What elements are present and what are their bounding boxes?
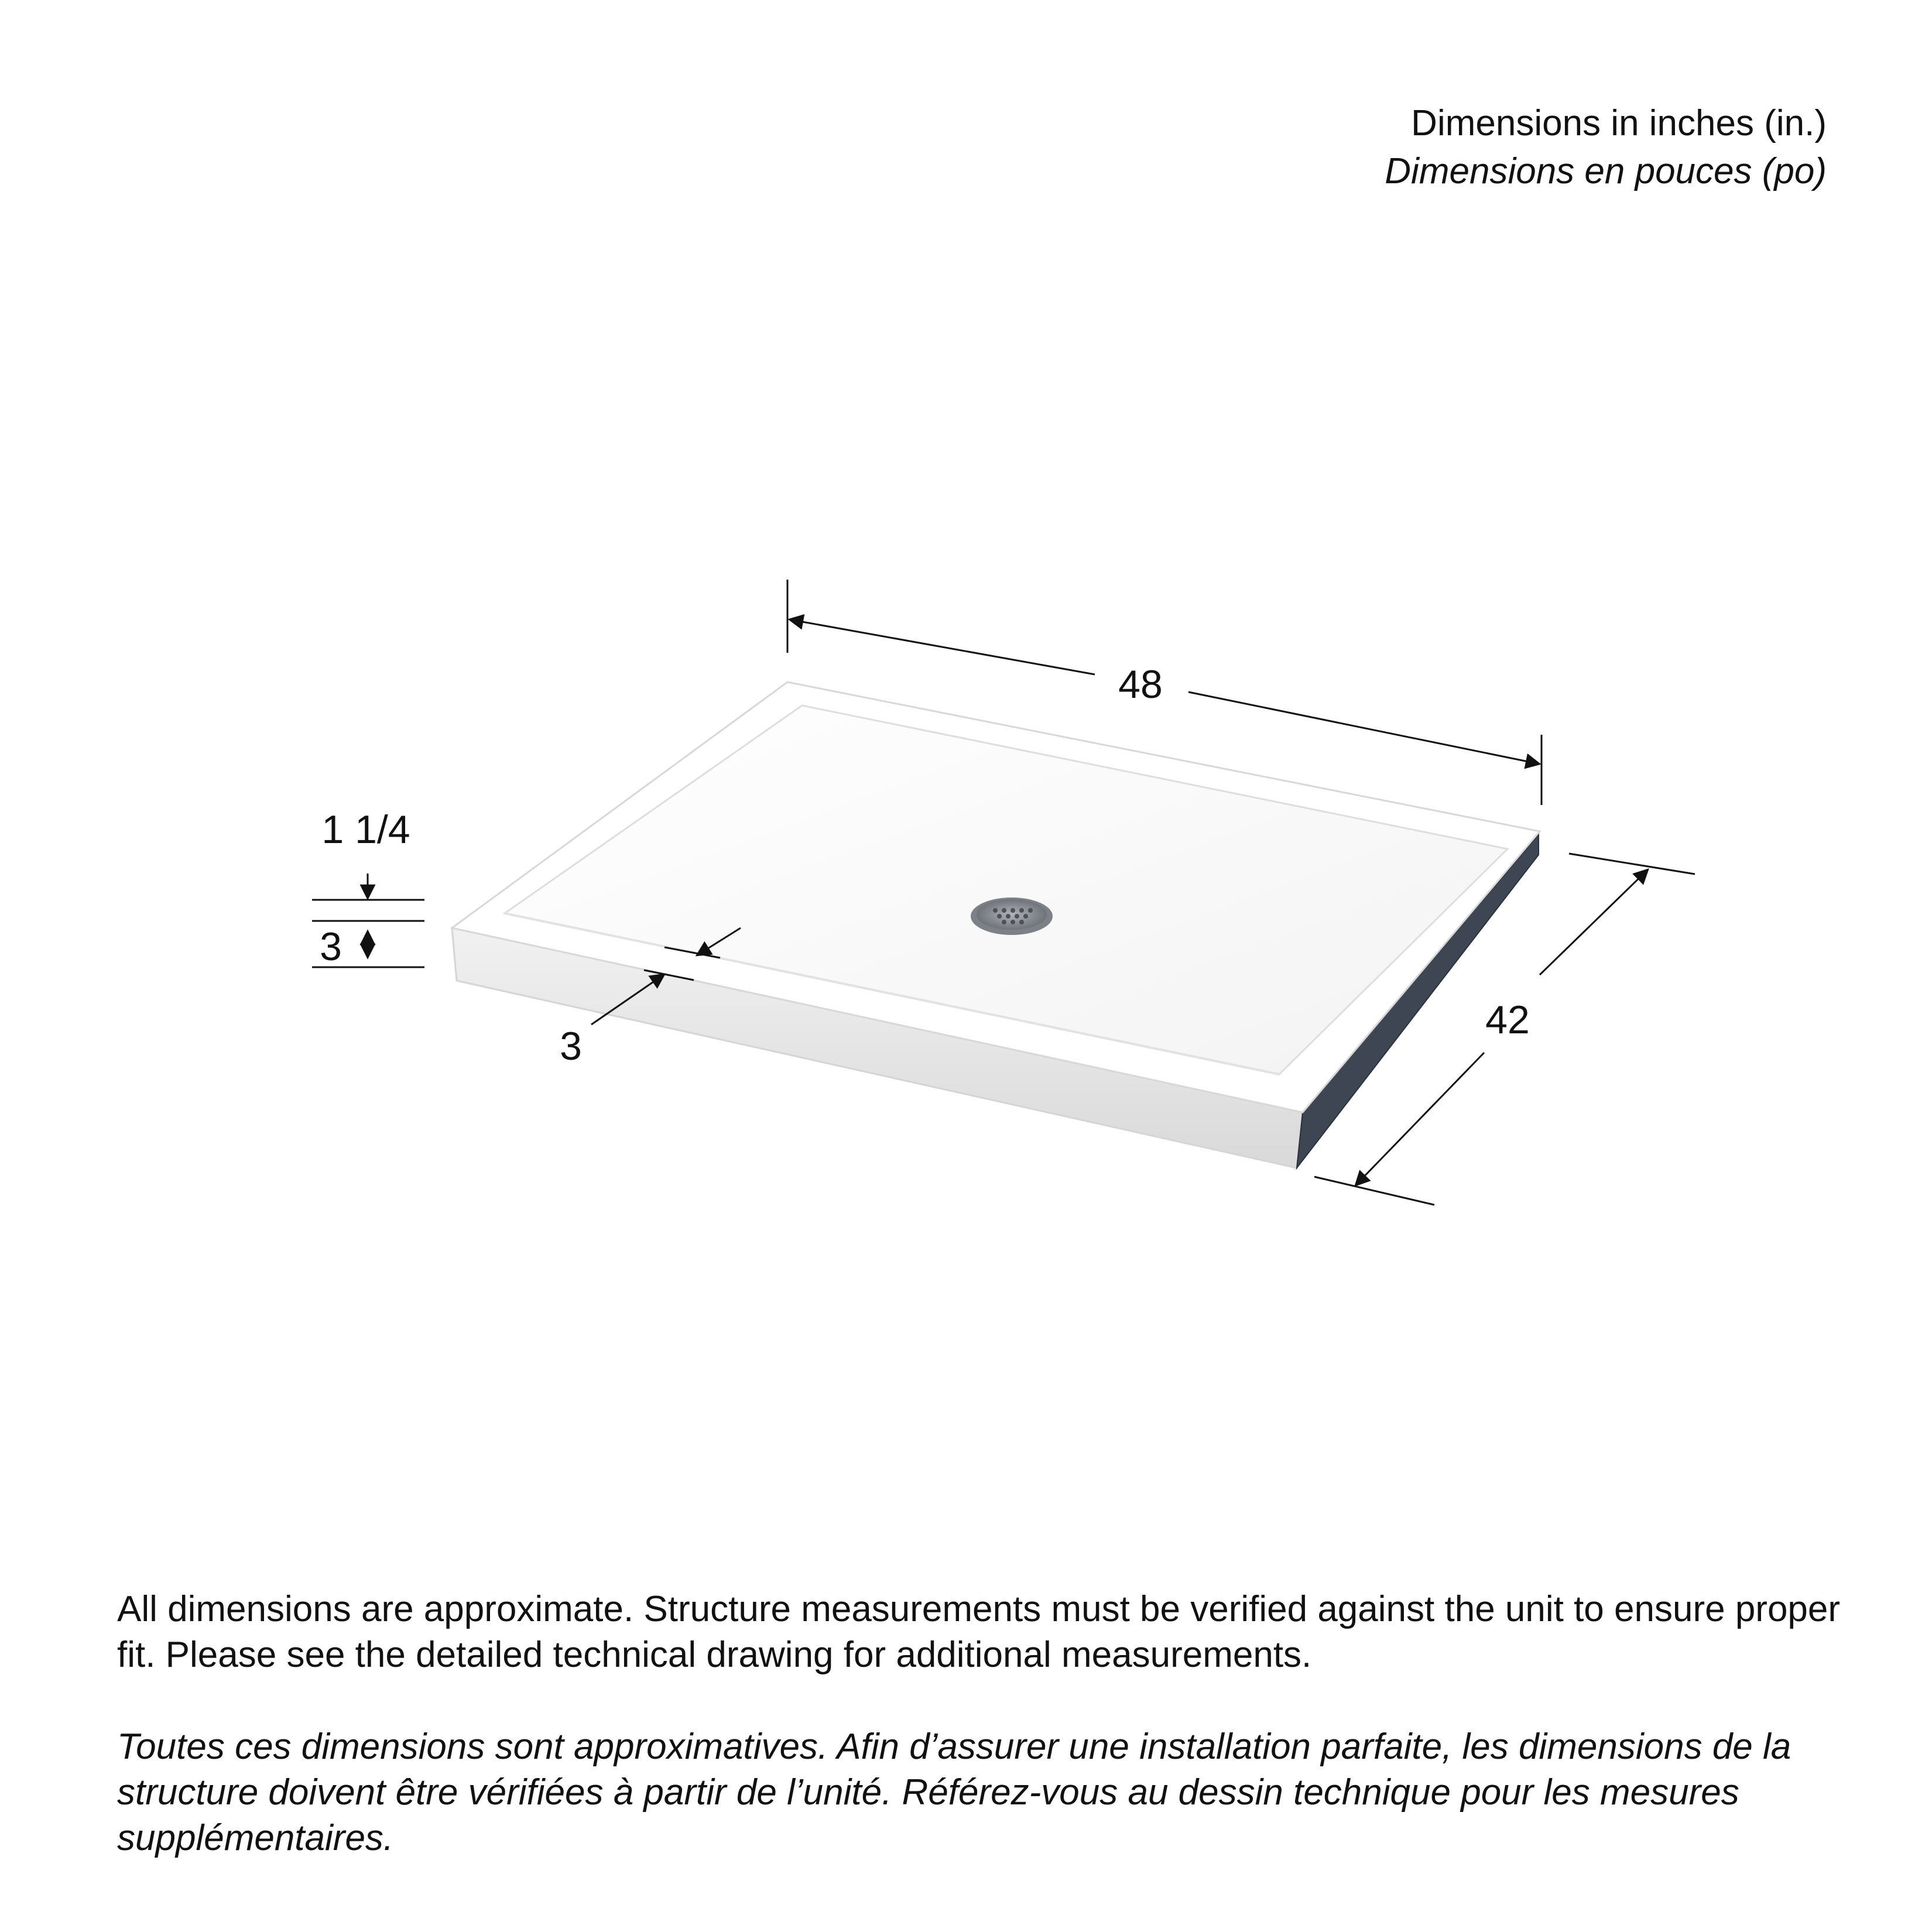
shower-base bbox=[452, 682, 1540, 1168]
total-height-dimension bbox=[312, 921, 424, 969]
units-english: Dimensions in inches (in.) bbox=[1411, 103, 1827, 143]
total-height-label: 3 bbox=[320, 924, 342, 969]
drain-icon bbox=[971, 898, 1053, 935]
depth-label: 42 bbox=[1485, 998, 1530, 1042]
threshold-height-label: 1 1/4 bbox=[321, 807, 410, 852]
disclaimer-french: Toutes ces dimensions sont approximatives. Afin d’assurer une installation parfaite, les dimensions de la structure doivent être vérifiées à partir de l’unité. Référez-vous au dessin technique pour les mesures supplémentaires. bbox=[117, 1727, 1791, 1858]
units-french: Dimensions en pouces (po) bbox=[1385, 151, 1827, 191]
threshold-height-dimension bbox=[312, 807, 424, 900]
threshold-width-label: 3 bbox=[560, 1024, 582, 1068]
width-label: 48 bbox=[1118, 662, 1163, 707]
disclaimer-english: All dimensions are approximate. Structure measurements must be verified against the unit to ensure proper fit. Please see the detailed technical drawing for additional measurements. bbox=[117, 1589, 1841, 1675]
